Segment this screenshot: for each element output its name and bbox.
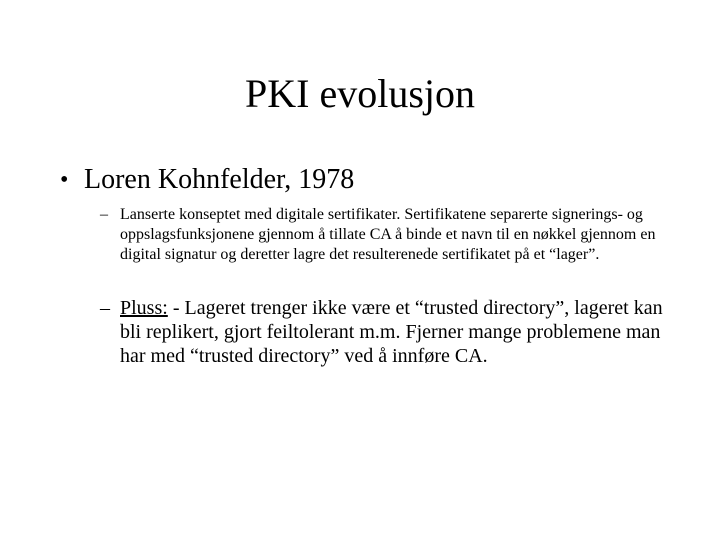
dash-marker: – [100,206,108,223]
slide-title: PKI evolusjon [245,71,475,116]
sub-bullet-text-1: Lanserte konseptet med digitale sertifikater. Sertifikatene separerte signerings- og oppslagsfunksjonene gjennom å tillate CA å binde et navn til en nøkkel gjennom en digital signatur og deretter lagre det resulterenede sertifikatet på et “lager”. [120,206,656,263]
sub-bullet-item-2 [100,296,680,368]
bullet-marker: • [60,167,69,193]
main-bullet-text: Loren Kohnfelder, 1978 [84,164,355,195]
sub-bullet-item-1 [100,205,660,265]
dash-marker: – [100,297,110,319]
sub-bullet-text-2-container [120,296,680,368]
main-bullet-item [60,163,680,197]
pluss-label: Pluss: [120,297,168,319]
sub-bullet-text-2: - Lageret trenger ikke være et “trusted directory”, lageret kan bli replikert, gjort feiltolerant m.m. Fjerner mange problemene man har med “trusted directory” ved å innføre CA. [120,297,663,367]
